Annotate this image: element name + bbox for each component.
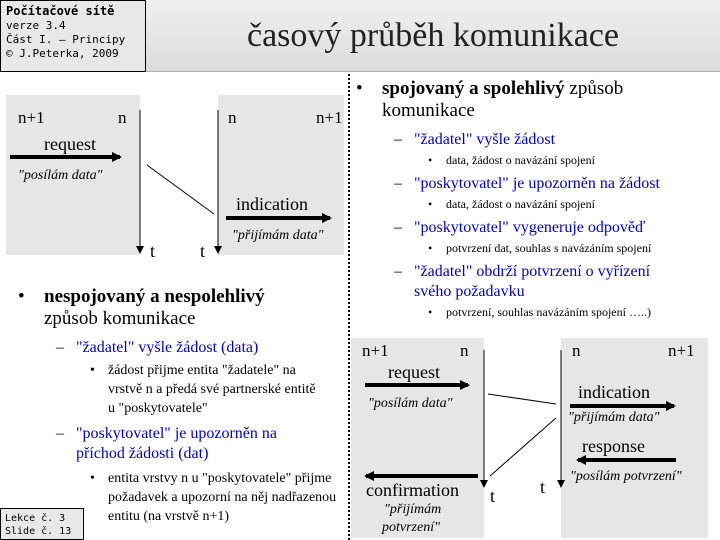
right-confirmation-label: confirmation <box>366 480 459 500</box>
right-item-3-text: "poskytovatel" vygeneruje odpověď <box>414 219 646 236</box>
left-indication-label: indication <box>236 194 308 214</box>
right-receiving-ack-label-2: potvrzení" <box>382 520 440 535</box>
dash-marker: – <box>394 219 402 236</box>
sub-bullet: • <box>90 471 95 486</box>
sub-bullet: • <box>428 305 433 319</box>
right-item-2-text: "poskytovatel" je upozorněn na žádost <box>414 175 660 192</box>
dash-marker: – <box>394 131 402 148</box>
left-bullets <box>18 286 338 526</box>
right-item-1-sub <box>356 153 716 168</box>
left-item-1-sub <box>18 361 318 418</box>
right-item-1-text: "žadatel" vyšle žádost <box>414 131 556 148</box>
left-n-label: n <box>118 108 127 127</box>
dash-marker: – <box>394 175 402 192</box>
right-n-label: n <box>460 341 469 360</box>
dash-marker: – <box>56 425 64 442</box>
right-item-4-sub-text: potvrzení, souhlas navázáním spojení …..) <box>446 305 651 319</box>
author-text: © J.Peterka, 2009 <box>6 47 119 60</box>
part-text: Část I. – Principy <box>6 33 126 46</box>
bullet-dot: • <box>356 78 363 99</box>
left-heading <box>18 286 338 330</box>
right-item-3-sub <box>356 241 716 256</box>
left-receiving-label: "přijímám data" <box>232 228 324 243</box>
left-item-2-text: "poskytovatel" je upozorněn na příchod žádosti (dat) <box>76 425 278 462</box>
left-time-label-1: t <box>150 241 156 261</box>
right-provider-n1-label: n+1 <box>668 341 695 360</box>
sub-bullet: • <box>428 197 433 211</box>
left-transfer-line <box>147 165 214 214</box>
right-request-label: request <box>388 362 440 382</box>
slide-title: časový průběh komunikace <box>247 17 619 54</box>
right-item-1 <box>356 130 716 150</box>
right-item-4 <box>356 262 684 302</box>
left-n1-label: n+1 <box>18 108 45 127</box>
left-provider-n1-label: n+1 <box>316 108 343 127</box>
sub-bullet: • <box>428 153 433 167</box>
right-item-3 <box>356 218 716 238</box>
right-provider-n-label: n <box>572 341 581 360</box>
right-item-2-sub-text: data, žádost o navázání spojení <box>446 197 595 211</box>
right-sending-ack-label: "posílám potvrzení" <box>570 469 682 484</box>
right-item-4-text: "žadatel" obdrží potvrzení o vyřízení svého požadavku <box>414 263 651 300</box>
bullet-dot: • <box>18 286 25 307</box>
course-name: Počítačové sítě <box>6 4 115 18</box>
right-item-2-sub <box>356 197 716 212</box>
right-item-4-sub <box>356 305 716 320</box>
slide-info-box <box>0 508 84 540</box>
left-item-1 <box>18 338 338 358</box>
right-n1-label: n+1 <box>362 341 389 360</box>
right-receiving-label: "přijímám data" <box>568 410 660 425</box>
left-heading-rest: způsob komunikace <box>44 308 196 329</box>
left-item-1-sub-text: žádost přijme entita "žadatele" na vrstvě n a předá své partnerské entitě u "poskytovatele" <box>108 363 316 416</box>
right-heading <box>356 78 716 122</box>
right-bullets <box>356 78 716 320</box>
right-response-label: response <box>582 436 645 456</box>
left-item-2-sub-text: entita vrstvy n u "poskytovatele" přijme požadavek a upozorní na něj nadřazenou entitu (na vrstvě n+1) <box>108 471 337 524</box>
left-item-2 <box>18 424 306 464</box>
right-time-label-1: t <box>490 486 496 506</box>
sub-bullet: • <box>90 363 95 378</box>
lecture-number: Lekce č. 3 <box>5 513 66 524</box>
left-item-1-text: "žadatel" vyšle žádost (data) <box>76 339 259 356</box>
right-heading-bold: spojovaný a spolehlivý <box>382 78 565 99</box>
left-heading-bold: nespojovaný a nespolehlivý <box>44 286 265 307</box>
left-provider-n-label: n <box>228 108 237 127</box>
right-heading-rest: způsob komunikace <box>382 78 624 121</box>
right-receiving-ack-label-1: "přijímám <box>384 502 442 517</box>
slide-number: Slide č. 13 <box>5 526 72 537</box>
dash-marker: – <box>56 339 64 356</box>
left-request-label: request <box>44 134 96 154</box>
right-item-3-sub-text: potvrzení dat, souhlas s navázáním spojení <box>446 241 652 255</box>
left-time-label-2: t <box>200 241 206 261</box>
dash-marker: – <box>394 263 402 280</box>
right-transfer-line-2 <box>490 418 556 476</box>
sub-bullet: • <box>428 241 433 255</box>
right-item-2 <box>356 174 716 194</box>
right-time-label-2: t <box>540 477 546 497</box>
right-transfer-line-1 <box>488 394 556 404</box>
right-indication-label: indication <box>578 382 650 402</box>
left-sending-label: "posílám data" <box>18 168 103 183</box>
right-item-1-sub-text: data, žádost o navázání spojení <box>446 153 595 167</box>
right-sending-label: "posílám data" <box>368 396 453 411</box>
version-text: verze 3.4 <box>6 19 66 32</box>
